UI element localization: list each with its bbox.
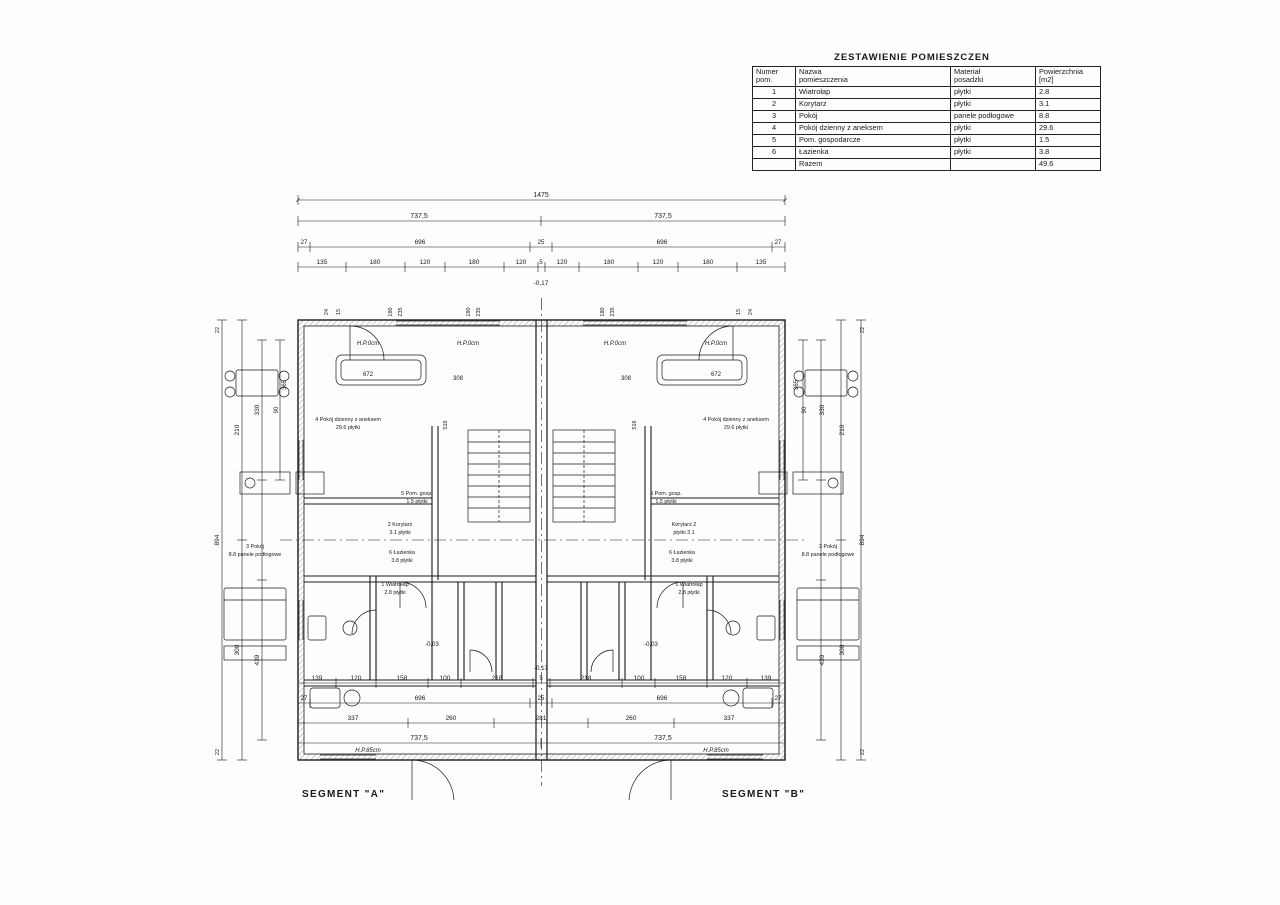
level-mark-floor-b: -0,03 [644,642,658,648]
room-label-a-2 [388,522,413,536]
table-row-total [753,158,1101,170]
cell-name: Pom. gospodarcze [796,134,951,146]
cell-number: 5 [753,134,796,146]
dim-bot2-25: 25 [537,696,545,702]
cell-area: 8.8 [1036,110,1101,122]
room-a1-title: 1 Wiatrołap [381,582,409,588]
cell-name: Łazienka [796,146,951,158]
room-b1-area: 2.8 płytki [678,590,700,596]
room-b4-title: 4 Pokój dzienny z aneksem [703,417,769,423]
cell-name: Korytarz [796,98,951,110]
dim-int-308-a: 308 [452,376,464,382]
wall-dim-235-a: 235 [398,307,404,317]
dim-top4-120b: 120 [515,259,527,266]
dim-bot2-27a: 27 [300,696,308,702]
cell-number: 3 [753,110,796,122]
room-label-a-6 [389,550,415,564]
wall-dim-180-a: 180 [388,307,394,317]
cell-area: 3.8 [1036,146,1101,158]
room-a6-title: 6 Łazienka [388,550,416,556]
dimension-bottom-group [298,684,785,685]
dim-bot1-139a: 139 [311,675,323,682]
cell-material [951,158,1036,170]
dim-top-7375-right: 737,5 [654,213,672,220]
room-a6-area: 3.8 płytki [391,558,413,564]
dim-left-22a: 22 [215,326,221,334]
schedule-table [752,66,1101,171]
cell-number: 4 [753,122,796,134]
dim-left-210: 210 [234,424,241,436]
room-b6-title: 6 Łazienka [668,550,696,556]
staircase-segment-a [468,430,530,522]
dim-int-516-b: 516 [632,420,638,430]
dim-top4-180a: 180 [369,259,381,266]
dim-bot3-260a: 260 [445,715,457,722]
dim-right-365: 365 [794,379,800,391]
table-row [753,98,1101,110]
cell-material: płytki [951,122,1036,134]
window-label-top-left: H.P.0cm [356,341,380,347]
dim-top-696-left: 696 [414,239,426,246]
room-b2-title: Korytarz 2 [671,522,697,528]
cell-material: płytki [951,98,1036,110]
dim-bot1-158a: 158 [396,675,408,682]
dim-left-90: 90 [274,406,280,414]
cell-number: 2 [753,98,796,110]
cell-material: panele podłogowe [951,110,1036,122]
staircase-segment-b [553,430,615,522]
room-b4-area: 29.6 płytki [723,425,749,431]
dim-bot3-260b: 260 [625,715,637,722]
dim-top-25: 25 [537,240,545,246]
dim-right-894: 894 [859,534,866,546]
segment-a-label: SEGMENT "A" [302,789,386,800]
wall-dim-235-c: 235 [610,307,616,317]
room-a1-area: 2.8 płytki [384,590,406,596]
header-material: Materiał posadzki [951,67,1036,87]
room-label-a-3 [229,544,282,558]
cell-area: 29.6 [1036,122,1101,134]
window-label-top-mid-left: H.P.0cm [456,341,480,347]
dim-bot1-139b: 139 [760,675,772,682]
cell-name: Razem [796,158,951,170]
dim-top4-180c: 180 [603,259,615,266]
window-label-bottom-right: H.P.85cm [703,748,729,754]
dim-bot1-218b: 218 [580,675,592,682]
dim-bot4-7375b: 737,5 [654,735,672,742]
dim-int-308-b: 308 [620,376,632,382]
dim-left-300: 300 [234,644,241,656]
dimension-chain-left [217,320,285,760]
header-number: Numer pom. [753,67,796,87]
cell-area: 1.5 [1036,134,1101,146]
dim-right-210: 210 [839,424,846,436]
dim-top4-120d: 120 [652,259,664,266]
interior-walls-segment-b [547,426,779,686]
room-label-a-4 [315,417,381,431]
room-a4-area: 29.6 płytki [335,425,361,431]
dim-right-300: 300 [839,644,846,656]
level-mark-entry: -0,17 [533,280,549,287]
cell-name: Pokój dzienny z aneksem [796,122,951,134]
table-row [753,86,1101,98]
interior-walls-segment-a [304,426,536,686]
room-b1-title: 1 Wiatrołap [675,582,703,588]
dim-left-439: 439 [254,654,261,666]
room-b2-area: płytki 3.1 [673,530,695,536]
dim-top-1475: 1475 [533,192,549,199]
room-label-b-6 [669,550,695,564]
dim-right-90: 90 [802,406,808,414]
table-row [753,122,1101,134]
window-label-top-right: H.P.0cm [704,341,728,347]
cell-name: Pokój [796,110,951,122]
header-name: Nazwa pomieszczenia [796,67,951,87]
room-a5-title: 5 Pom. gosp. [401,491,433,497]
room-b3-area: 8.8 panele podłogowe [801,552,855,558]
header-area: Powierzchnia [m2] [1036,67,1101,87]
dim-bot3-337b: 337 [723,715,735,722]
room-a4-title: 4 Pokój dzienny z aneksem [315,417,381,423]
dim-bot1-158b: 158 [675,675,687,682]
dim-top-7375-left: 737,5 [410,213,428,220]
dim-top4-120c: 120 [556,259,568,266]
cell-area: 2.8 [1036,86,1101,98]
floor-plan-svg [200,180,900,800]
room-a3-title: 3 Pokój [246,544,264,550]
room-label-b-2 [672,522,697,536]
dim-bot2-696b: 696 [656,695,668,702]
cell-number: 1 [753,86,796,98]
cell-material: płytki [951,134,1036,146]
room-schedule [752,52,1083,171]
dim-right-22a: 22 [860,326,866,334]
dim-int-516-a: 516 [443,420,449,430]
dimension-chain-top-2 [298,216,785,226]
schedule-body [753,86,1101,170]
room-a3-area: 8.8 panele podłogowe [228,552,282,558]
dim-bot1-120a: 120 [350,675,362,682]
room-label-b-3 [802,544,855,558]
dim-int-672-b: 672 [710,372,722,378]
dim-bot2-27b: 27 [774,696,782,702]
dimension-chain-right [798,320,866,760]
dim-left-330: 330 [254,404,261,416]
dim-left-365: 365 [282,379,288,391]
dim-top4-135: 135 [316,259,328,266]
schedule-title: ZESTAWIENIE POMIESZCZEN [834,52,990,63]
cell-material: płytki [951,86,1036,98]
cell-material: płytki [951,146,1036,158]
centre-axis [280,298,804,786]
cell-number: 6 [753,146,796,158]
dim-top-696-right: 696 [656,239,668,246]
wall-dim-15-b: 15 [736,308,742,316]
dim-bot3-337a: 337 [347,715,359,722]
dim-left-22b: 22 [215,748,221,756]
room-b5-title: 5 Pom. gosp. [650,491,682,497]
dim-bot2-696a: 696 [414,695,426,702]
table-row [753,110,1101,122]
wall-dim-180-c: 180 [600,307,606,317]
dim-right-22b: 22 [860,748,866,756]
dim-bot4-7375a: 737,5 [410,735,428,742]
table-row [753,134,1101,146]
segment-b-label: SEGMENT "B" [722,789,806,800]
wall-dim-15-a: 15 [336,308,342,316]
dim-top4-135b: 135 [755,259,767,266]
wall-dim-235-b: 235 [476,307,482,317]
room-label-b-4 [703,417,769,431]
cell-area: 3.1 [1036,98,1101,110]
room-label-a-1 [381,582,408,596]
dim-right-330: 330 [819,404,826,416]
dim-bot1-120b: 120 [721,675,733,682]
wall-dim-24-a: 24 [324,308,330,316]
window-label-bottom-left: H.P.85cm [355,748,381,754]
level-mark-terrace: -0,17 [534,666,548,672]
dim-bot3-281: 281 [535,715,547,722]
wall-dim-24-b: 24 [748,308,754,316]
dim-bot1-100b: 100 [633,675,645,682]
dim-right-439: 439 [819,654,826,666]
dim-bot1-218a: 218 [491,675,503,682]
dim-bot1-5: 5 [539,676,543,682]
dim-top-27-right: 27 [774,240,782,246]
dim-top4-120a: 120 [419,259,431,266]
wall-dim-180-b: 180 [466,307,472,317]
room-b5-area: 1.5 płytki [655,499,677,505]
room-b6-area: 3.8 płytki [671,558,693,564]
level-mark-floor-a: -0,03 [425,642,439,648]
cell-name: Wiatrołap [796,86,951,98]
room-a2-area: 3.1 płytki [389,530,411,536]
dim-int-672-a: 672 [362,372,374,378]
cell-area: 49.6 [1036,158,1101,170]
table-row [753,146,1101,158]
room-label-b-1 [675,582,702,596]
floor-plan-drawing [200,180,900,800]
dim-left-894: 894 [214,534,221,546]
table-header-row [753,67,1101,87]
dim-bot1-100a: 100 [439,675,451,682]
dim-top4-180b: 180 [468,259,480,266]
window-label-top-mid-right: H.P.0cm [603,341,627,347]
dim-top-27-left: 27 [300,240,308,246]
room-a5-area: 1.5 płytki [406,499,428,505]
room-a2-title: 2 Korytarz [387,522,413,528]
dim-top4-5: 5 [539,260,543,266]
dim-top4-180d: 180 [702,259,714,266]
cell-number [753,158,796,170]
room-b3-title: 3 Pokój [819,544,837,550]
